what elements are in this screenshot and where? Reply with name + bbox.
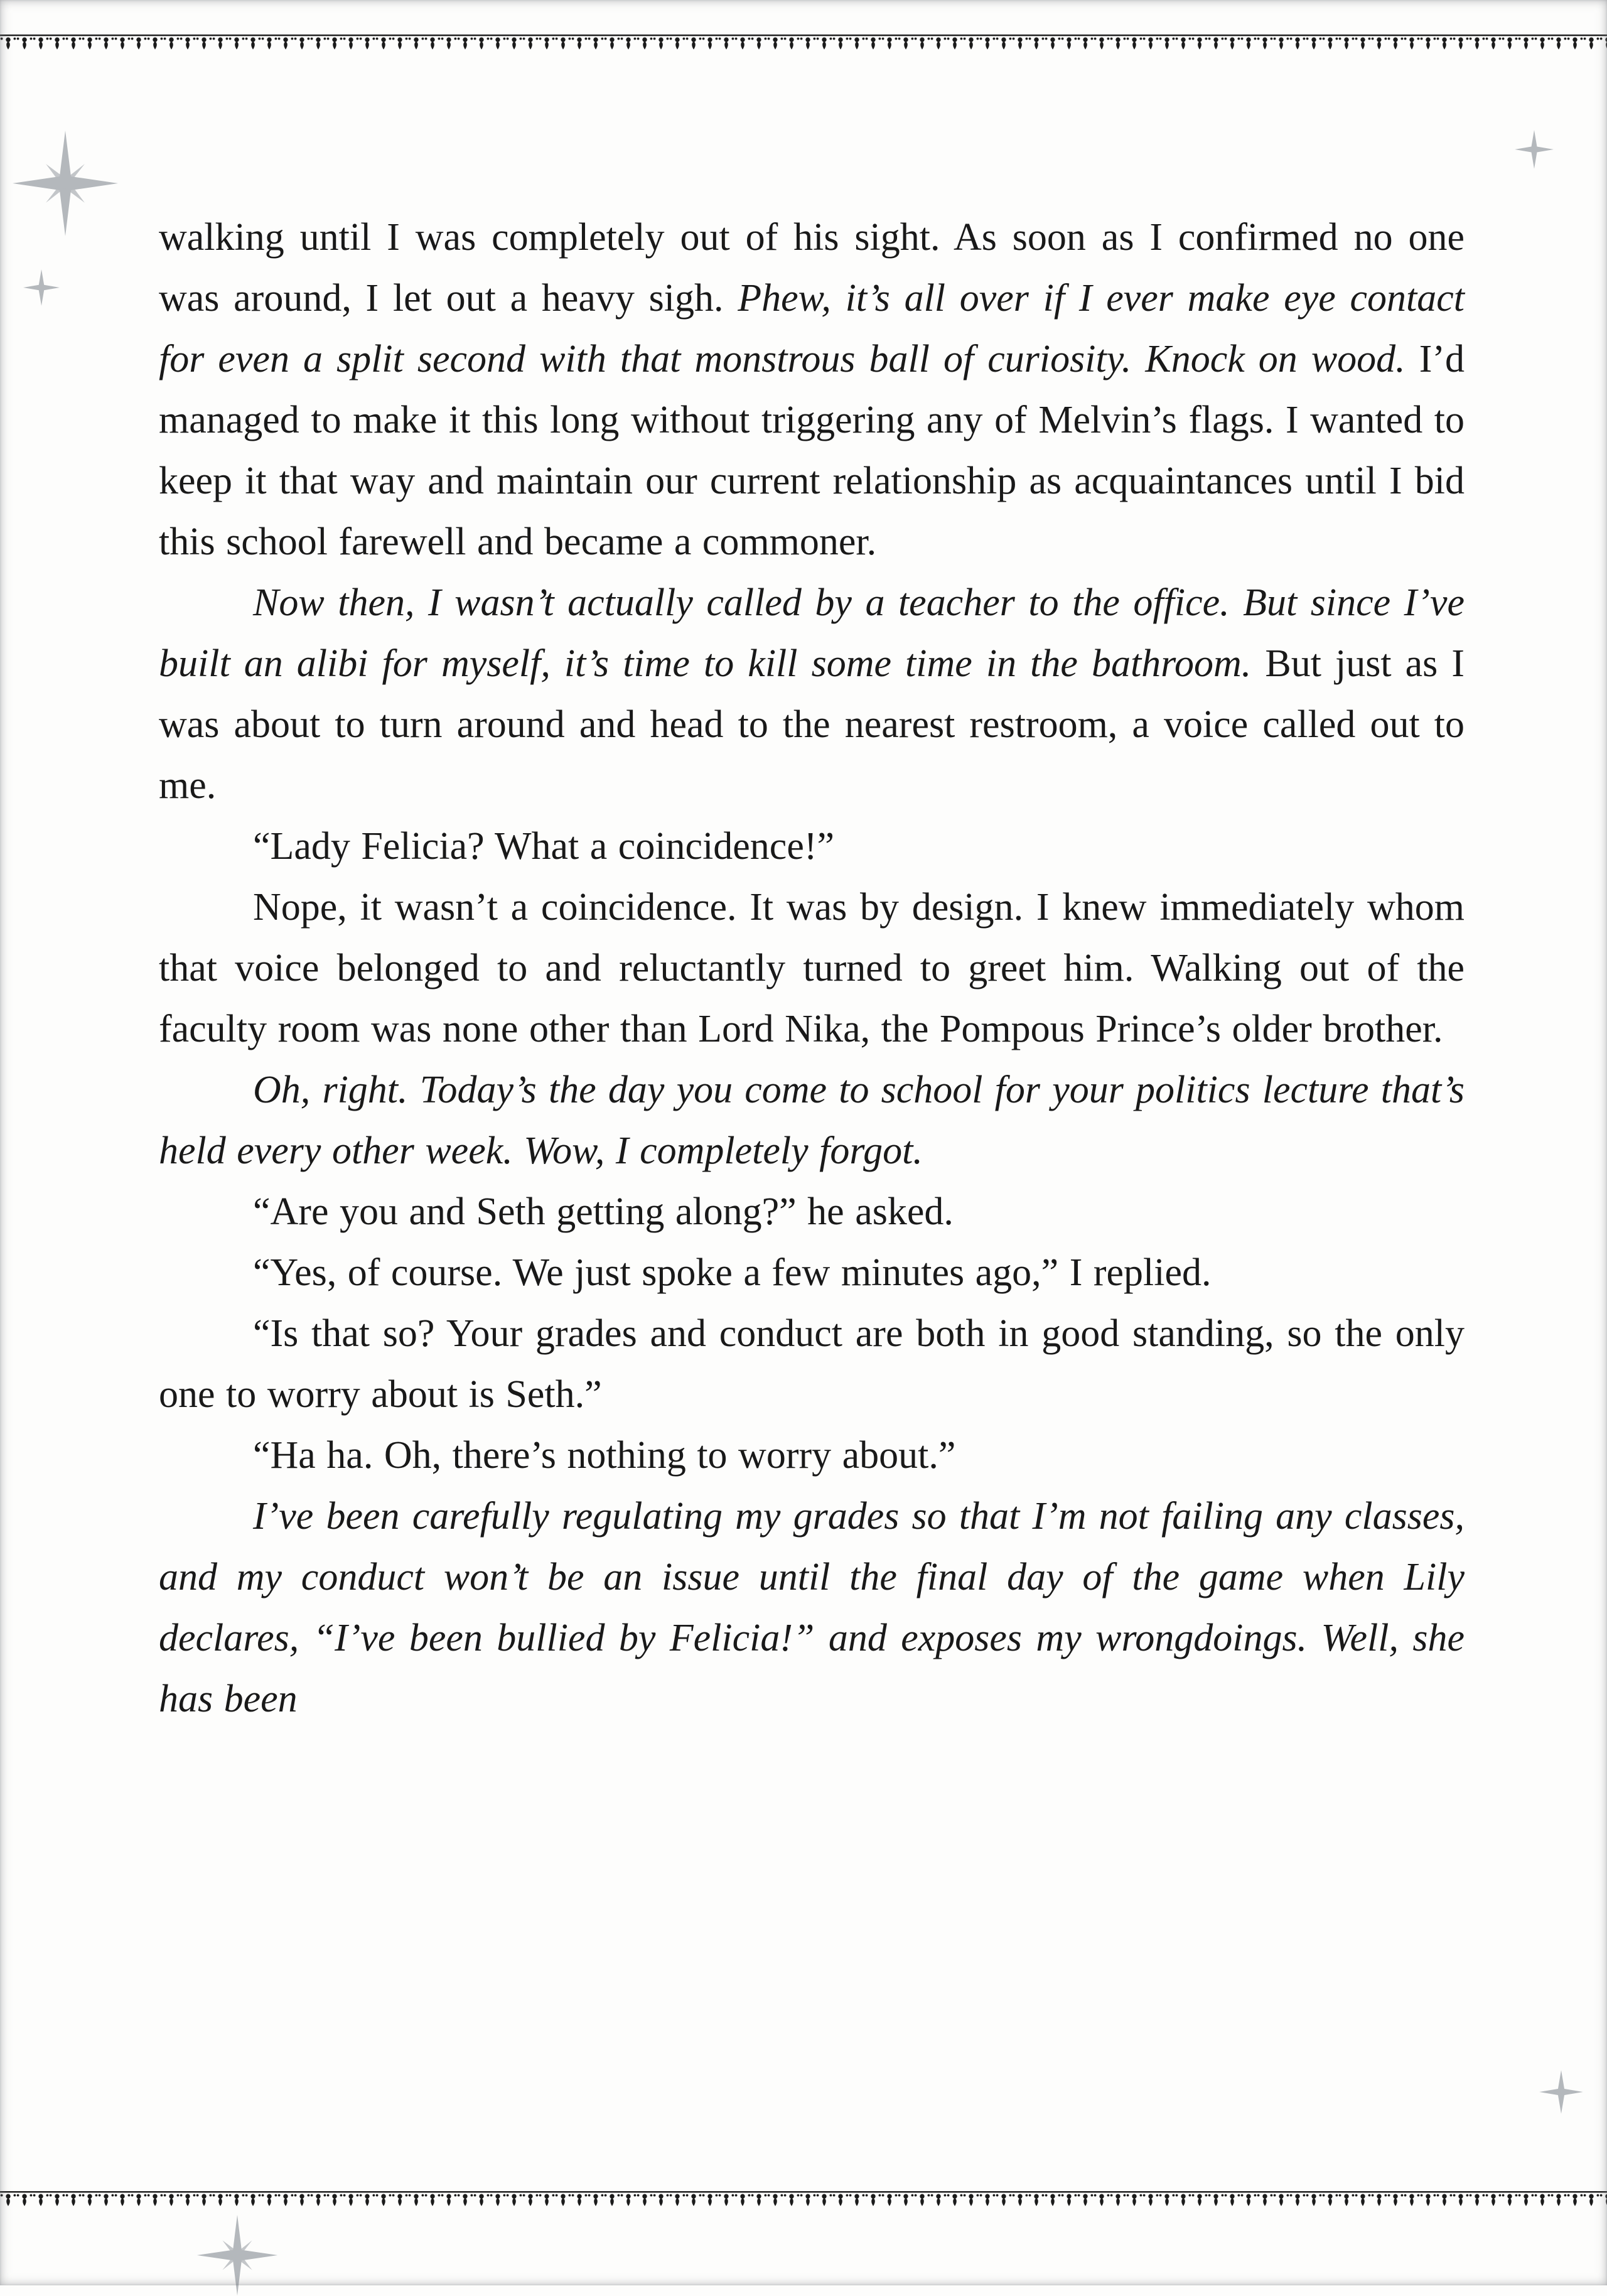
text-segment: But just as I was about to turn around and head to the nearest restroom, a voice called out to me. bbox=[159, 642, 1465, 807]
paragraph bbox=[159, 1182, 1465, 1242]
text-body bbox=[159, 207, 1465, 1730]
sparkle-cross-bottom-right-icon bbox=[1539, 2069, 1584, 2115]
paragraph bbox=[159, 1425, 1465, 1486]
text-segment: I’d managed to make it this long without triggering any of Melvin’s flags. I wanted to keep it that way and maintain our current relationship as acquaintances until I bid this school farewell and became a commoner. bbox=[159, 338, 1465, 563]
text-segment-italic: Oh, right. Today’s the day you come to school for your politics lecture that’s held every other week. Wow, I completely forgot. bbox=[159, 1069, 1465, 1172]
paragraph bbox=[159, 877, 1465, 1060]
text-segment-italic: Now then, I wasn’t actually called by a teacher to the office. But since I’ve built an alibi for myself, it’s time to kill some time in the bathroom. bbox=[159, 581, 1465, 685]
sparkle-cross-top-right-icon bbox=[1514, 129, 1554, 170]
paragraph bbox=[159, 1242, 1465, 1303]
text-segment: “Lady Felicia? What a coincidence!” bbox=[253, 825, 835, 868]
text-segment: Nope, it wasn’t a coincidence. It was by design. I knew immediately whom that voice belonged to and reluctantly turned to greet him. Walking out of the faculty room was none other than Lord Nika, the Pompous Prince’s older brother. bbox=[159, 886, 1465, 1050]
paragraph bbox=[159, 1486, 1465, 1730]
text-segment-italic: I’ve been carefully regulating my grades so that I’m not failing any classes, and my conduct won’t be an issue until the final day of the game when Lily declares, “I’ve been bullied by Felicia!” and exposes my wrongdoings. Well, she has been bbox=[159, 1495, 1465, 1720]
sparkle-star-top-left-icon bbox=[12, 130, 119, 237]
paragraph bbox=[159, 1303, 1465, 1425]
decorative-border-top bbox=[0, 35, 1607, 51]
sparkle-cross-left-icon bbox=[23, 269, 60, 306]
decorative-border-bottom bbox=[0, 2191, 1607, 2207]
paragraph bbox=[159, 573, 1465, 816]
sparkle-star-bottom-left-icon bbox=[196, 2214, 278, 2296]
text-segment: “Ha ha. Oh, there’s nothing to worry about.” bbox=[253, 1434, 956, 1477]
text-segment: walking until I was completely out of his sight. As soon as I confirmed no one was around, I let out a heavy sigh. bbox=[159, 216, 1465, 320]
text-segment: “Are you and Seth getting along?” he asked. bbox=[253, 1190, 954, 1233]
paragraph bbox=[159, 1060, 1465, 1182]
paragraph bbox=[159, 207, 1465, 573]
text-segment-italic: Phew, it’s all over if I ever make eye contact for even a split second with that monstrous ball of curiosity. Knock on wood. bbox=[159, 277, 1465, 380]
paragraph bbox=[159, 816, 1465, 877]
text-segment: “Is that so? Your grades and conduct are both in good standing, so the only one to worry about is Seth.” bbox=[159, 1312, 1465, 1416]
text-segment: “Yes, of course. We just spoke a few minutes ago,” I replied. bbox=[253, 1251, 1212, 1294]
